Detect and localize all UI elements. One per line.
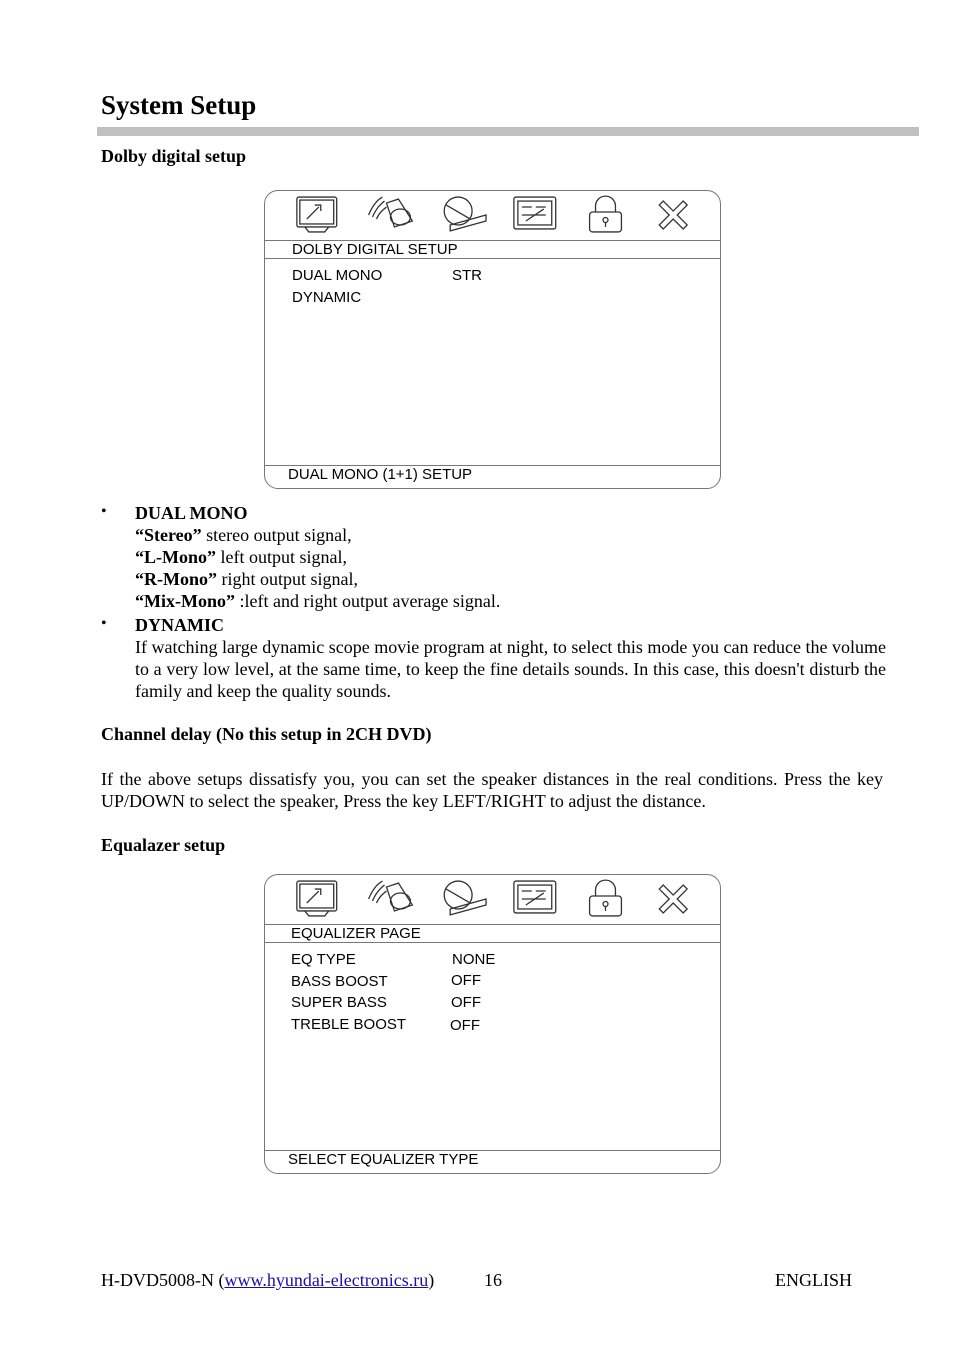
preference-icon xyxy=(514,197,556,229)
bass-boost-value[interactable]: OFF xyxy=(451,972,481,989)
password-lock-icon xyxy=(590,880,622,916)
audio-setup-icon xyxy=(369,197,413,227)
preference-icon xyxy=(514,881,556,913)
page-title: System Setup xyxy=(101,90,257,120)
general-setup-icon xyxy=(297,881,337,916)
dual-mono-value[interactable]: STR xyxy=(452,267,482,284)
osd-icon-bar xyxy=(265,191,720,241)
dual-mono-item xyxy=(135,502,886,612)
menu-item-eq-type[interactable]: EQ TYPE xyxy=(291,951,356,968)
dynamic-term: DYNAMIC xyxy=(135,615,224,635)
menu-item-dual-mono[interactable]: DUAL MONO xyxy=(292,267,383,284)
list-item: “R-Mono” right output signal, xyxy=(135,569,358,589)
list-item: “L-Mono” left output signal, xyxy=(135,547,347,567)
list-item: “Stereo” stereo output signal, xyxy=(135,525,352,545)
bullet-dot: • xyxy=(101,503,107,520)
page-footer-model: H-DVD5008-N (www.hyundai-electronics.ru) xyxy=(101,1270,435,1290)
eq-type-value[interactable]: NONE xyxy=(452,951,496,968)
list-item: “Mix-Mono” :left and right output average signal. xyxy=(135,591,501,611)
dynamic-description: If watching large dynamic scope movie program at night, to select this mode you can reduce the volume to a very low level, at the same time, to keep the fine details sounds. In this case, this doesn't disturb the family and keep the quality sounds. xyxy=(135,637,886,701)
menu-item-bass-boost[interactable]: BASS BOOST xyxy=(291,973,388,990)
menu-item-super-bass[interactable]: SUPER BASS xyxy=(291,994,387,1011)
dolby-heading: Dolby digital setup xyxy=(101,146,247,166)
channel-delay-description: If the above setups dissatisfy you, you can set the speaker distances in the real conditions. Press the key UP/DOWN to select the speaker, Press the key LEFT/RIGHT to adjust the distance. xyxy=(101,769,883,811)
general-setup-icon xyxy=(297,197,337,232)
channel-delay-heading: Channel delay (No this setup in 2CH DVD) xyxy=(101,724,432,744)
dual-mono-term: DUAL MONO xyxy=(135,503,248,523)
equalizer-panel-footer: SELECT EQUALIZER TYPE xyxy=(288,1151,479,1168)
dolby-panel-footer: DUAL MONO (1+1) SETUP xyxy=(288,466,473,483)
treble-boost-value[interactable]: OFF xyxy=(450,1017,480,1034)
menu-item-treble-boost[interactable]: TREBLE BOOST xyxy=(291,1016,407,1033)
title-rule xyxy=(97,127,919,136)
dynamic-item xyxy=(135,614,886,702)
bullet-dot: • xyxy=(101,615,107,632)
audio-setup-icon xyxy=(369,881,413,911)
menu-item-dynamic[interactable]: DYNAMIC xyxy=(292,289,362,306)
dolby-osd-panel xyxy=(264,190,721,489)
exit-icon xyxy=(659,201,687,229)
equalizer-osd-panel xyxy=(264,874,721,1174)
dolby-panel-header: DOLBY DIGITAL SETUP xyxy=(292,241,458,258)
video-setup-icon xyxy=(444,197,486,231)
password-lock-icon xyxy=(590,196,622,232)
osd-icon-bar xyxy=(265,875,720,925)
equalizer-heading: Equalazer setup xyxy=(101,835,226,855)
website-link[interactable]: www.hyundai-electronics.ru xyxy=(224,1270,429,1290)
video-setup-icon xyxy=(444,881,486,915)
exit-icon xyxy=(659,885,687,913)
super-bass-value[interactable]: OFF xyxy=(451,994,481,1011)
page-language: ENGLISH xyxy=(775,1270,852,1290)
equalizer-panel-header: EQUALIZER PAGE xyxy=(291,925,421,942)
page-number: 16 xyxy=(484,1270,502,1290)
